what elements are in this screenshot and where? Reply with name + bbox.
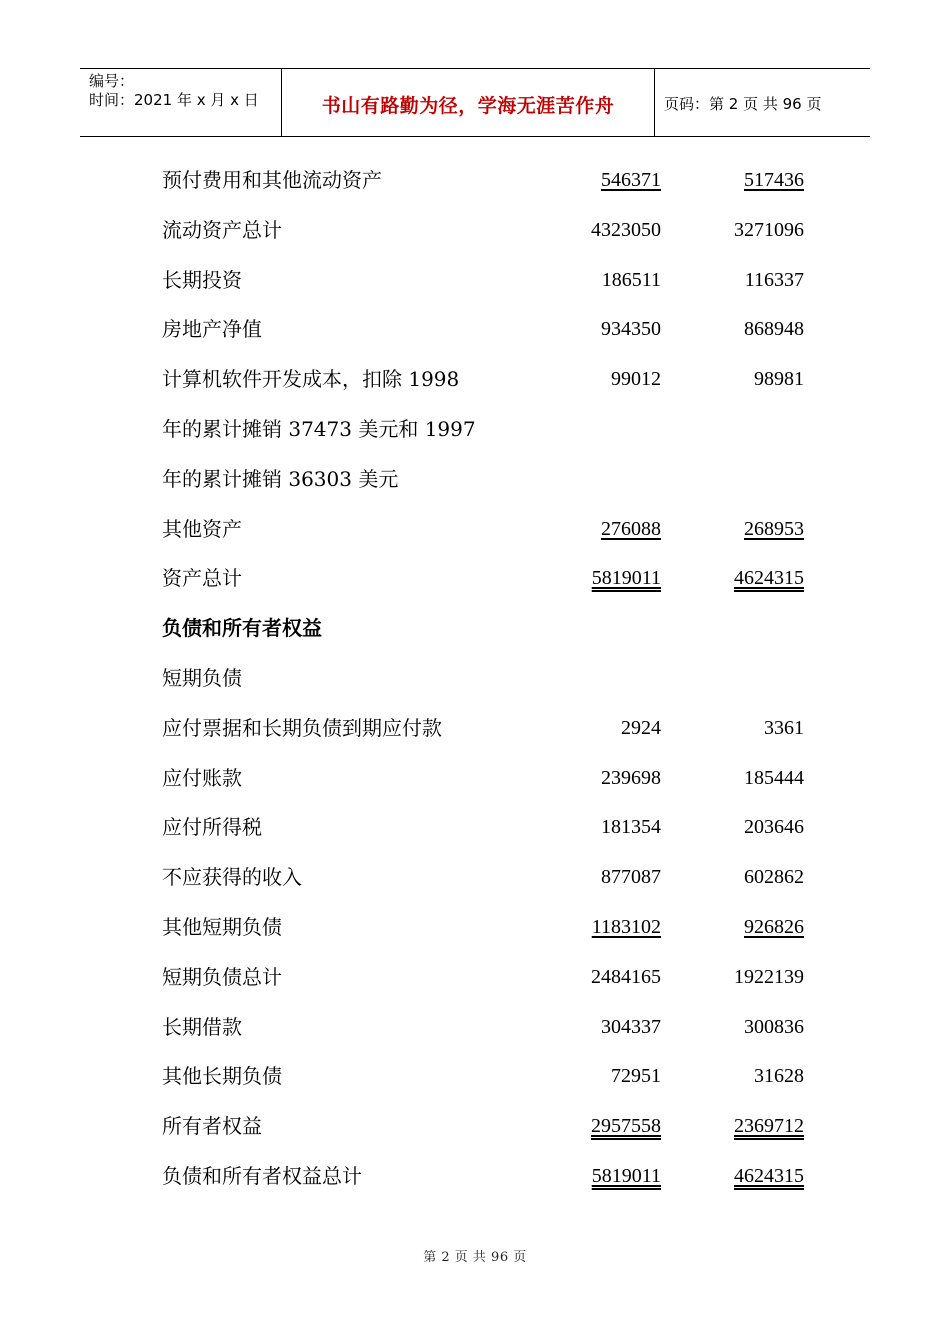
row-label: 其他短期负债	[162, 914, 282, 939]
value-1998: 99012	[611, 368, 661, 391]
value-1998: 239698	[601, 766, 661, 789]
table-row	[0, 208, 950, 258]
table-row	[0, 258, 950, 308]
value-1998: 186511	[601, 268, 661, 291]
value-1998: 546371	[601, 169, 661, 191]
row-label: 长期投资	[162, 267, 242, 292]
row-label: 长期借款	[162, 1014, 242, 1039]
table-row	[0, 1054, 950, 1104]
header-motto-cell	[282, 69, 655, 136]
row-label: 计算机软件开发成本，扣除 1998	[162, 367, 460, 392]
value-1997: 31628	[754, 1065, 804, 1088]
row-label: 负债和所有者权益总计	[162, 1163, 362, 1188]
value-1997: 4624315	[734, 567, 804, 590]
header-info-cell	[80, 69, 282, 136]
table-row	[0, 507, 950, 557]
value-1998: 5819011	[591, 1164, 661, 1187]
row-label: 短期负债总计	[162, 964, 282, 989]
table-row	[0, 357, 950, 407]
value-1997: 300836	[744, 1015, 804, 1038]
value-1998: 934350	[601, 318, 661, 341]
value-1997: 116337	[744, 268, 804, 291]
table-row	[0, 457, 950, 507]
page-header	[80, 68, 870, 137]
value-1998: 2484165	[591, 965, 661, 988]
value-1998: 4323050	[591, 218, 661, 241]
row-label: 其他长期负债	[162, 1064, 282, 1089]
motto: 书山有路勤为径，学海无涯苦作舟	[321, 95, 615, 117]
section-heading-row	[0, 606, 950, 656]
row-label: 其他资产	[162, 516, 242, 541]
table-row	[0, 905, 950, 955]
page-footer: 第 2 页 共 96 页	[423, 1250, 527, 1265]
row-label: 资产总计	[162, 566, 242, 591]
table-row	[0, 805, 950, 855]
value-1997: 4624315	[734, 1164, 804, 1187]
balance-sheet	[0, 158, 950, 1204]
row-label: 房地产净值	[162, 317, 262, 342]
header-page-info: 页码：第 2 页 共 96 页	[664, 95, 822, 113]
value-1998: 1183102	[591, 915, 661, 938]
header-page-cell	[655, 69, 870, 136]
value-1998: 304337	[601, 1015, 661, 1038]
table-row	[0, 1104, 950, 1154]
table-row	[0, 1005, 950, 1055]
value-1997: 2369712	[734, 1115, 804, 1138]
value-1997: 98981	[754, 368, 804, 391]
value-1997: 185444	[744, 766, 804, 789]
table-row	[0, 1154, 950, 1204]
table-row	[0, 656, 950, 706]
row-label: 年的累计摊销 36303 美元	[162, 466, 399, 491]
value-1998: 877087	[601, 866, 661, 889]
table-row	[0, 855, 950, 905]
row-label: 流动资产总计	[162, 217, 282, 242]
value-1998: 181354	[601, 816, 661, 839]
section-heading: 负债和所有者权益	[162, 616, 322, 641]
value-1998: 276088	[601, 517, 661, 540]
value-1997: 3271096	[734, 218, 804, 241]
row-label: 应付账款	[162, 765, 242, 790]
row-label: 不应获得的收入	[162, 865, 302, 890]
value-1997: 517436	[744, 169, 804, 191]
value-1997: 1922139	[734, 965, 804, 988]
value-1998: 72951	[611, 1065, 661, 1088]
row-label: 短期负债	[162, 665, 242, 690]
table-row	[0, 158, 950, 208]
value-1997: 868948	[744, 318, 804, 341]
table-row	[0, 706, 950, 756]
value-1997: 268953	[744, 517, 804, 540]
value-1997: 926826	[744, 915, 804, 938]
value-1998: 2957558	[591, 1115, 661, 1138]
time-label: 时间：2021 年 x 月 x 日	[89, 91, 259, 109]
row-label: 应付票据和长期负债到期应付款	[162, 715, 442, 740]
row-label: 所有者权益	[162, 1114, 262, 1139]
row-label: 年的累计摊销 37473 美元和 1997	[162, 416, 476, 441]
value-1997: 203646	[744, 816, 804, 839]
table-row	[0, 307, 950, 357]
row-label: 预付费用和其他流动资产	[162, 168, 382, 192]
value-1997: 3361	[764, 716, 804, 739]
code-label: 编号：	[89, 72, 135, 90]
row-label: 应付所得税	[162, 815, 262, 840]
value-1997: 602862	[744, 866, 804, 889]
table-row	[0, 556, 950, 606]
value-1998: 5819011	[591, 567, 661, 590]
table-row	[0, 955, 950, 1005]
value-1998: 2924	[621, 716, 661, 739]
table-row	[0, 407, 950, 457]
table-row	[0, 756, 950, 806]
